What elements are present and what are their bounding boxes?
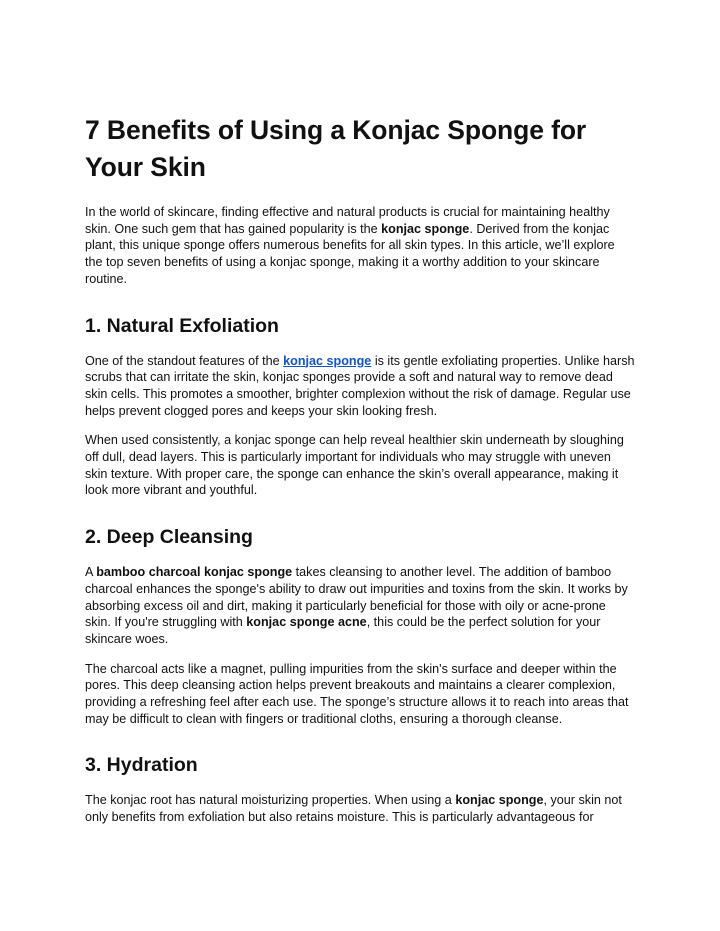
article: [85, 112, 635, 839]
exfoliation-paragraph-1: [85, 353, 635, 420]
bold-konjac-sponge-acne: konjac sponge acne: [246, 615, 367, 630]
cleansing-text-2: takes cleansing to another level. The addition of bamboo charcoal enhances the sponge's ability to draw out impurities and toxins from the skin. It works by absorbing excess oil and dirt, making it particularly beneficial for those with oily or acne-prone skin. If you're struggling with: [85, 565, 628, 630]
exfoliation-text-1: One of the standout features of the: [85, 353, 284, 368]
cleansing-paragraph-1: [85, 564, 635, 648]
intro-bold-konjac-sponge: konjac sponge: [381, 221, 470, 236]
hydration-bold-konjac-sponge: konjac sponge: [455, 793, 544, 808]
intro-text-2: . Derived from the konjac plant, this unique sponge offers numerous benefits for all skin types. In this article, we’ll explore the top seven benefits of using a konjac sponge, making it a worthy addition to your skincare routine.: [85, 221, 615, 286]
bold-bamboo-charcoal-konjac-sponge: bamboo charcoal konjac sponge: [96, 565, 293, 580]
heading-deep-cleansing: 2. Deep Cleansing: [85, 526, 253, 549]
intro-paragraph: [85, 204, 635, 288]
hydration-text-2: , your skin not only benefits from exfoliation but also retains moisture. This is particularly advantageous for: [85, 793, 622, 825]
page-title: 7 Benefits of Using a Konjac Sponge for Your Skin: [85, 115, 587, 182]
konjac-sponge-link[interactable]: konjac sponge: [283, 353, 372, 368]
cleansing-paragraph-2: The charcoal acts like a magnet, pulling impurities from the skin's surface and deeper within the pores. This deep cleansing action helps prevent breakouts and maintains a clearer complexion, providing a refreshing feel after each use. The sponge’s structure allows it to reach into areas that may be difficult to clean with fingers or traditional cloths, ensuring a thorough cleanse.: [85, 661, 629, 726]
heading-natural-exfoliation: 1. Natural Exfoliation: [85, 314, 279, 337]
cleansing-text-3: , this could be the perfect solution for your skincare woes.: [85, 615, 601, 646]
intro-text-1: In the world of skincare, finding effective and natural products is crucial for maintaining healthy skin. One such gem that has gained popularity is the: [85, 205, 610, 236]
hydration-text-1: The konjac root has natural moisturizing properties. When using a: [85, 793, 456, 808]
hydration-paragraph-1: [85, 792, 635, 825]
heading-hydration: 3. Hydration: [85, 754, 198, 777]
exfoliation-paragraph-2: When used consistently, a konjac sponge can help reveal healthier skin underneath by sloughing off dull, dead layers. This is particularly important for individuals who may struggle with uneven skin texture. With proper care, the sponge can enhance the skin’s overall appearance, making it look more vibrant and youthful.: [85, 433, 624, 498]
exfoliation-text-2: is its gentle exfoliating properties. Unlike harsh scrubs that can irritate the skin, konjac sponges provide a soft and natural way to remove dead skin cells. This promotes a smoother, brighter complexion without the risk of damage. Regular use helps prevent clogged pores and keeps your skin looking fresh.: [85, 353, 635, 418]
cleansing-text-1: A: [85, 565, 97, 580]
